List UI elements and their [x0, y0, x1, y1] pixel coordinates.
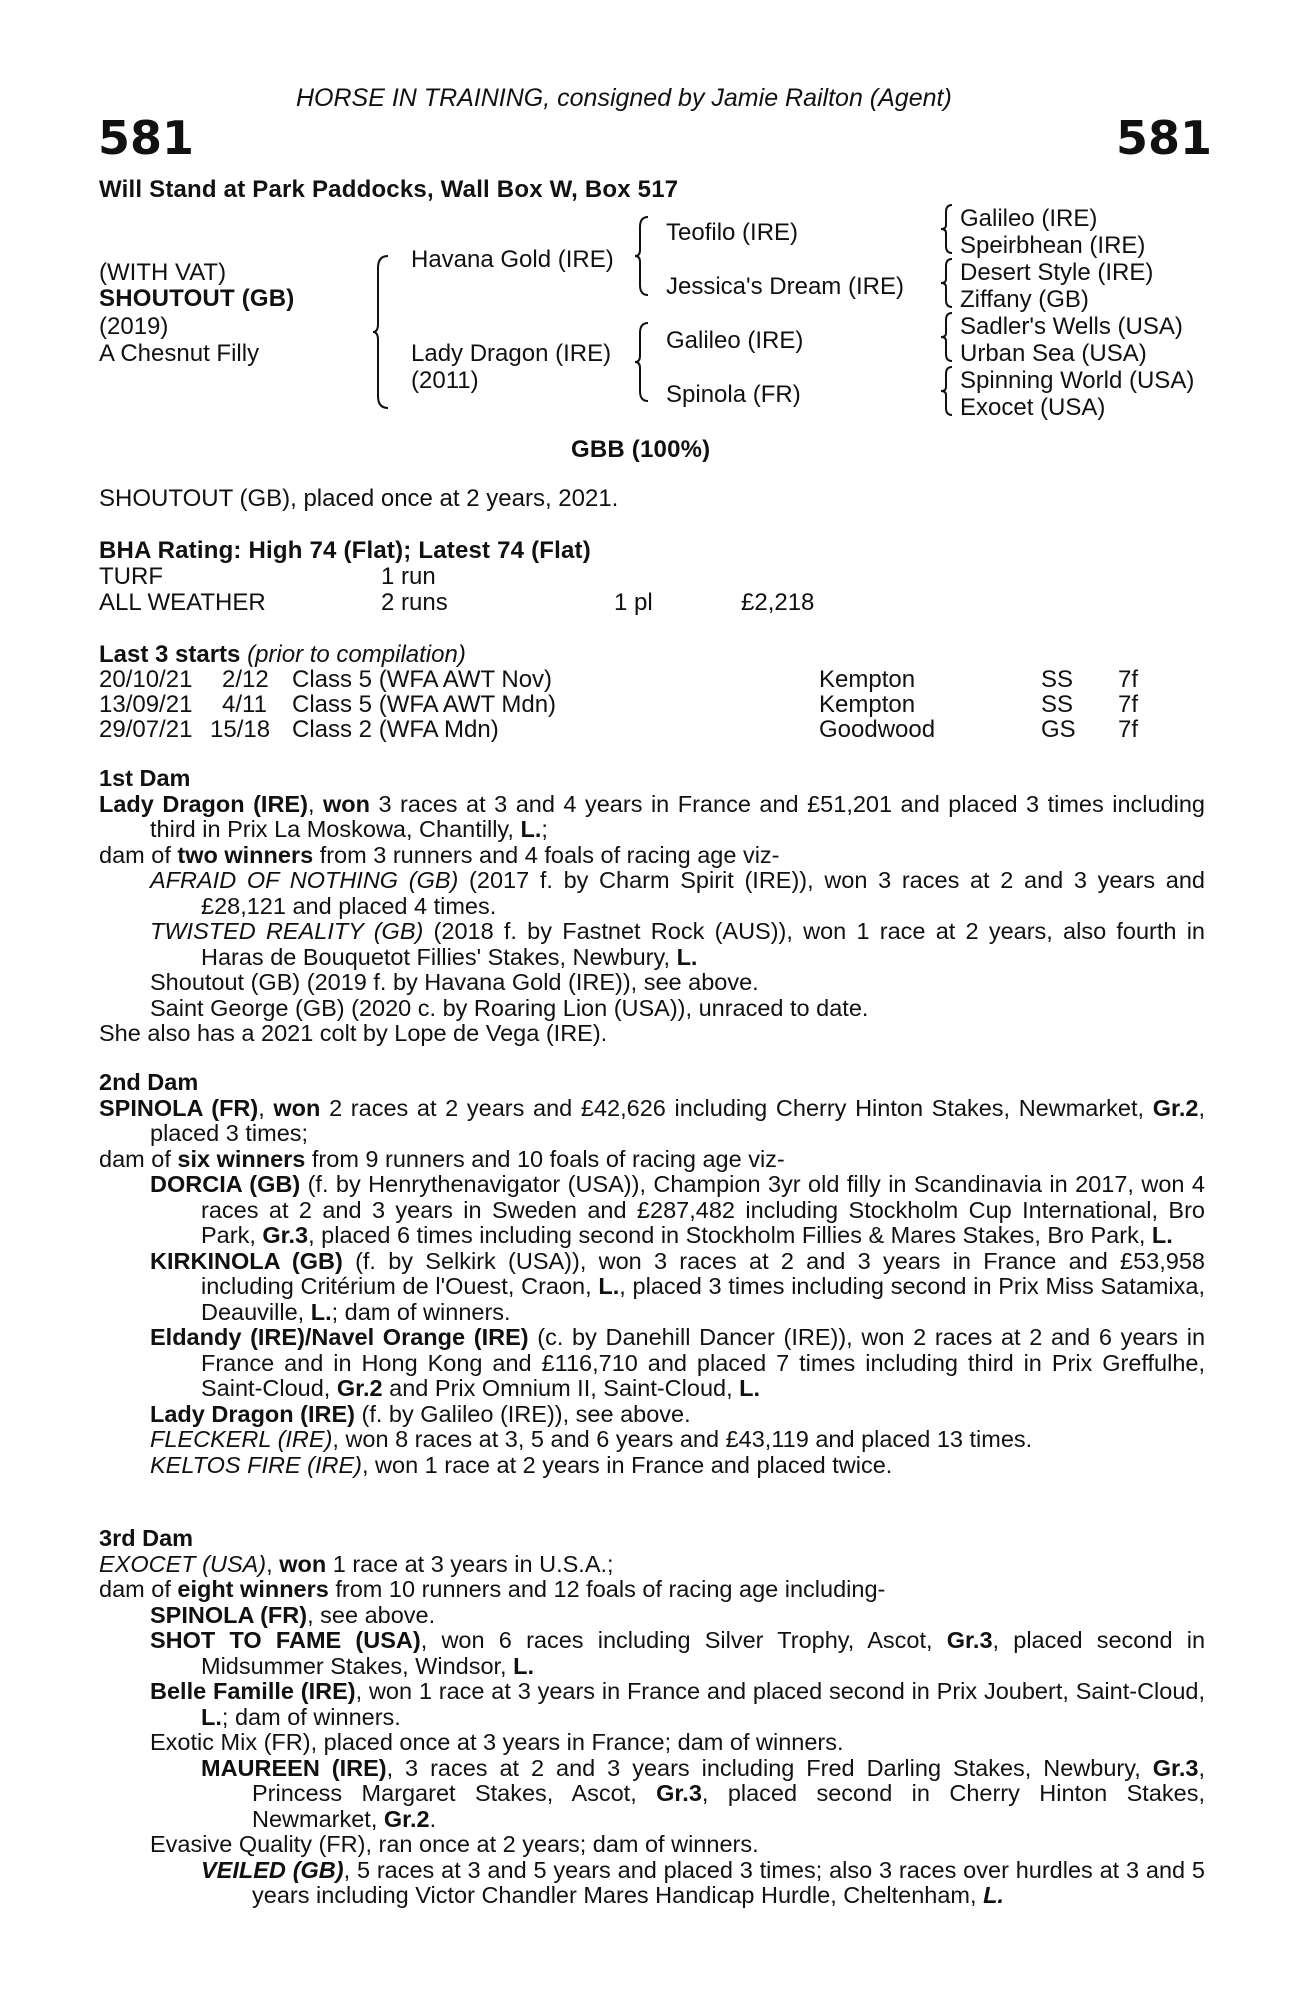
pedigree-sire-sire: Teofilo (IRE) — [666, 219, 799, 246]
pedigree-brace-main — [372, 254, 390, 410]
offspring-entry: TWISTED REALITY (GB) (2018 f. by Fastnet Rock (AUS)), won 1 race at 2 years, also fourth in Haras de Bouquetot Fillies' Stakes, Newbury, L. — [150, 918, 1205, 970]
pedigree-brace-g2 — [940, 257, 954, 309]
pedigree-brace-dam — [634, 321, 650, 403]
horse-name: SHOUTOUT (GB) — [99, 285, 295, 312]
pedigree-brace-sire — [634, 215, 650, 297]
offspring-entry: AFRAID OF NOTHING (GB) (2017 f. by Charm Spirit (IRE)), won 3 races at 2 and 3 years and £28,121 and placed 4 times. — [150, 867, 1205, 919]
offspring-entry: DORCIA (GB) (f. by Henrythenavigator (USA)), Champion 3yr old filly in Scandinavia in 2017, won 4 races at 2 and 3 years in Sweden and £287,482 including Stockholm Cup International, Bro Park, Gr.3, placed 6 times including second in Stockholm Fillies & Mares Stakes, Bro Park, L. — [150, 1171, 1205, 1248]
second-dam-produce: dam of six winners from 9 runners and 10 foals of racing age viz- — [99, 1145, 785, 1172]
start-race: Class 5 (WFA AWT Nov) — [292, 666, 553, 693]
third-dam-produce: dam of eight winners from 10 runners and 12 foals of racing age including- — [99, 1576, 886, 1602]
offspring-entry: Saint George (GB) (2020 c. by Roaring Lion (USA)), unraced to date. — [150, 994, 869, 1021]
first-dam-note: She also has a 2021 colt by Lope de Vega (IRE). — [99, 1020, 608, 1046]
start-distance: 7f — [1118, 716, 1139, 743]
offspring-entry: Evasive Quality (FR), ran once at 2 years; dam of winners. — [150, 1831, 759, 1857]
third-dam-name: EXOCET (USA) — [99, 1550, 267, 1577]
third-dam-section — [99, 1526, 1205, 1909]
pedigree-brace-g1 — [940, 203, 954, 255]
horse-summary: SHOUTOUT (GB), placed once at 2 years, 2021. — [99, 485, 619, 512]
offspring-entry: Belle Famille (IRE), won 1 race at 3 years in France and placed second in Prix Joubert, Saint-Cloud, L.; dam of winners. — [150, 1678, 1206, 1730]
start-course: Goodwood — [819, 716, 936, 743]
rating-surface-aw: ALL WEATHER — [99, 589, 266, 616]
offspring-entry: SPINOLA (FR), see above. — [150, 1601, 436, 1628]
pedigree-g2: Speirbhean (IRE) — [960, 232, 1146, 259]
pedigree-dam-year: (2011) — [411, 367, 479, 394]
offspring-entry: Eldandy (IRE)/Navel Orange (IRE) (c. by Danehill Dancer (IRE)), won 2 races at 2 and 6 years in France and in Hong Kong and £116,710 and placed 7 times including third in Prix Greffulhe, Saint-Cloud, Gr.2 and Prix Omnium II, Saint-Cloud, L. — [150, 1324, 1206, 1401]
rating-runs-aw: 2 runs — [381, 589, 448, 616]
rating-placed-aw: 1 pl — [614, 589, 653, 616]
bha-rating: BHA Rating: High 74 (Flat); Latest 74 (Flat) — [99, 537, 591, 564]
offspring-entry: Exotic Mix (FR), placed once at 3 years in France; dam of winners. — [150, 1729, 844, 1755]
first-dam-section — [99, 766, 1205, 1047]
start-date: 29/07/21 — [99, 716, 193, 743]
foaling-year: (2019) — [99, 313, 169, 340]
start-position: 15/18 — [210, 716, 271, 743]
grand-offspring-entry: VEILED (GB), 5 races at 3 and 5 years and placed 3 times; also 3 races over hurdles at 3 and 5 years including Victor Chandler Mares Handicap Hurdle, Cheltenham, L. — [201, 1856, 1206, 1908]
last-starts-note: (prior to compilation) — [247, 641, 466, 668]
pedigree-g6: Urban Sea (USA) — [960, 340, 1147, 367]
first-dam-name: Lady Dragon (IRE) — [99, 790, 308, 817]
pedigree-brace-g4 — [940, 365, 954, 417]
rating-surface-turf: TURF — [99, 563, 163, 590]
start-distance: 7f — [1118, 691, 1139, 718]
pedigree-g3: Desert Style (IRE) — [960, 259, 1154, 286]
pedigree-g7: Spinning World (USA) — [960, 367, 1195, 394]
offspring-entry: FLECKERL (IRE), won 8 races at 3, 5 and 6 years and £43,119 and placed 13 times. — [150, 1426, 1033, 1452]
pedigree-g1: Galileo (IRE) — [960, 205, 1098, 232]
start-date: 20/10/21 — [99, 666, 193, 693]
horse-description: A Chesnut Filly — [99, 340, 260, 367]
first-dam-record: Lady Dragon (IRE), won 3 races at 3 and 4 years in France and £51,201 and placed 3 times including third in Prix La Moskowa, Chantilly, L.; — [99, 790, 1206, 842]
rating-prize-aw: £2,218 — [741, 589, 815, 616]
pedigree-dam: Lady Dragon (IRE) — [411, 340, 612, 367]
offspring-entry: KIRKINOLA (GB) (f. by Selkirk (USA)), won 3 races at 2 and 3 years in France and £53,958 including Critérium de l'Ouest, Craon, L., placed 3 times including second in Prix Miss Satamixa, Deauville, L.; dam of winners. — [150, 1247, 1205, 1325]
pedigree-brace-g3 — [940, 311, 954, 363]
second-dam-record: SPINOLA (FR), won 2 races at 2 years and £42,626 including Cherry Hinton Stakes, Newmarket, Gr.2, placed 3 times; — [99, 1094, 1205, 1146]
won-label: won — [322, 790, 370, 817]
third-dam-record: EXOCET (USA), won 1 race at 3 years in U.S.A.; — [99, 1550, 614, 1577]
offspring-entry: KELTOS FIRE (IRE), won 1 race at 2 years in France and placed twice. — [150, 1451, 893, 1478]
last-starts-title: Last 3 starts — [99, 641, 241, 668]
grand-offspring-entry: MAUREEN (IRE), 3 races at 2 and 3 years including Fred Darling Stakes, Newbury, Gr.3, Princess Margaret Stakes, Ascot, Gr.3, placed second in Cherry Hinton Stakes, Newmarket, Gr.2. — [201, 1754, 1205, 1832]
lot-number-right: 581 — [1116, 111, 1213, 165]
start-course: Kempton — [819, 666, 916, 693]
stall-location: Will Stand at Park Paddocks, Wall Box W, Box 517 — [99, 176, 679, 203]
offspring-entry: SHOT TO FAME (USA), won 6 races including Silver Trophy, Ascot, Gr.3, placed second in Midsummer Stakes, Windsor, L. — [150, 1627, 1206, 1679]
offspring-entry: Shoutout (GB) (2019 f. by Havana Gold (IRE)), see above. — [150, 969, 759, 995]
start-course: Kempton — [819, 691, 916, 718]
second-dam-section — [99, 1070, 1205, 1478]
vat-status: (WITH VAT) — [99, 259, 227, 286]
offspring-entry: Lady Dragon (IRE) (f. by Galileo (IRE)), see above. — [150, 1400, 691, 1427]
last-starts-heading — [99, 641, 466, 669]
start-going: GS — [1041, 716, 1076, 743]
pedigree-sire-dam: Jessica's Dream (IRE) — [666, 273, 904, 300]
pedigree-g5: Sadler's Wells (USA) — [960, 313, 1183, 340]
start-race: Class 2 (WFA Mdn) — [292, 716, 499, 743]
pedigree-g8: Exocet (USA) — [960, 394, 1106, 421]
first-dam-produce: dam of two winners from 3 runners and 4 foals of racing age viz- — [99, 841, 780, 868]
gbb-percentage: GBB (100%) — [571, 436, 711, 463]
lot-number-left: 581 — [98, 111, 195, 165]
first-dam-heading: 1st Dam — [99, 765, 191, 791]
start-position: 2/12 — [222, 666, 269, 693]
pedigree-dam-sire: Galileo (IRE) — [666, 327, 804, 354]
second-dam-heading: 2nd Dam — [99, 1069, 199, 1095]
start-going: SS — [1041, 691, 1074, 718]
pedigree-sire: Havana Gold (IRE) — [411, 246, 614, 273]
rating-runs-turf: 1 run — [381, 563, 436, 590]
second-dam-name: SPINOLA (FR) — [99, 1094, 259, 1121]
start-race: Class 5 (WFA AWT Mdn) — [292, 691, 557, 718]
start-distance: 7f — [1118, 666, 1139, 693]
start-going: SS — [1041, 666, 1074, 693]
start-position: 4/11 — [222, 691, 267, 718]
pedigree-dam-dam: Spinola (FR) — [666, 381, 801, 408]
catalogue-title: HORSE IN TRAINING, consigned by Jamie Railton (Agent) — [296, 84, 952, 112]
pedigree-g4: Ziffany (GB) — [960, 286, 1089, 313]
start-date: 13/09/21 — [99, 691, 193, 718]
third-dam-heading: 3rd Dam — [99, 1525, 194, 1551]
